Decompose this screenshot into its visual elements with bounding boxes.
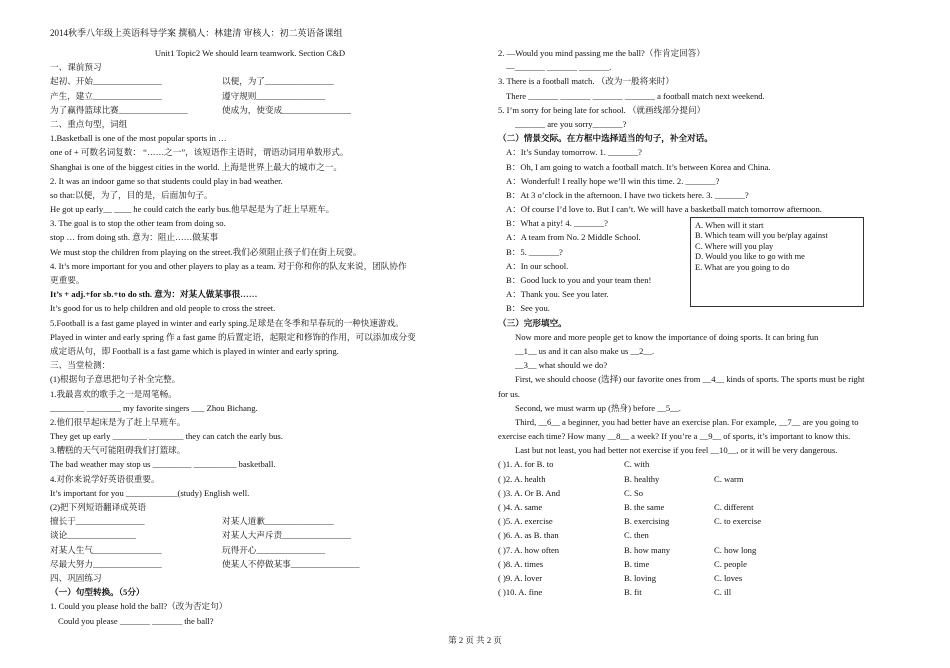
left-line: 二、重点句型，词组	[50, 118, 128, 129]
cloze-option: C. So	[624, 487, 644, 498]
right-line: Now more and more people get to know the importance of doing sports. It can bring fun	[515, 331, 819, 342]
cloze-option: B. how many	[624, 544, 671, 555]
left-line: They get up early ________ ________ they can catch the early bus.	[50, 431, 283, 442]
cloze-option: C. then	[624, 530, 649, 541]
left-line: 四、巩固练习	[50, 572, 102, 583]
phrase-item: 起初、开始________________	[50, 76, 162, 87]
left-line: Played in winter and early spring 作 a fast game 的后置定语，起限定和修饰的作用，可以添加成分变	[50, 331, 416, 342]
left-line: ________ ________ my favorite singers ___ Zhou Bichang.	[50, 402, 258, 413]
cloze-option	[714, 486, 804, 500]
right-line: Last but not least, you had better not exercise if you feel __10__, or it will be very dangerous.	[515, 445, 838, 456]
cloze-option: ( )3. A. Or B. And	[498, 487, 561, 498]
right-line: B：At 3 o’clock in the afternoon. I have two tickets here. 3. _______?	[506, 189, 749, 200]
dialog-option: C. Where will you play	[695, 241, 774, 251]
cloze-option: C. people	[714, 558, 747, 569]
left-line	[50, 528, 450, 542]
cloze-option: ( )9. A. lover	[498, 572, 543, 583]
left-line: so that:以便，为了，目的是，后面加句子。	[50, 189, 213, 200]
cloze-option: B. fit	[624, 587, 642, 598]
right-line: A：Of course I’d love to. But I can’t. We will have a basketball match tomorrow afternoon.	[506, 204, 822, 215]
right-line: Second, we must warm up (热身) before __5__.	[515, 402, 681, 413]
cloze-option-row	[498, 528, 894, 542]
left-line: 1.Basketball is one of the most popular sports in …	[50, 133, 227, 144]
cloze-option: B. loving	[624, 572, 656, 583]
right-line: A：A team from No. 2 Middle School.	[506, 232, 641, 243]
cloze-option-row	[498, 571, 894, 585]
right-line: （二）情景交际。在方框中选择适当的句子，补全对话。	[498, 133, 713, 144]
left-line: stop … from doing sth. 意为：阻止……做某事	[50, 232, 219, 243]
cloze-option: C. loves	[714, 572, 743, 583]
left-line: 4. It’s more important for you and other players to play as a team. 对于你和你的队友来说，团队协作	[50, 260, 407, 271]
phrase-item: 为了赢得篮球比赛________________	[50, 104, 188, 115]
cloze-option	[714, 528, 804, 542]
left-line: 2. It was an indoor game so that students could play in bad weather.	[50, 175, 283, 186]
cloze-option: C. to exercise	[714, 516, 762, 527]
right-line: （三）完形填空。	[498, 317, 567, 328]
left-line: We must stop the children from playing on the street.我们必须阻止孩子们在街上玩耍。	[50, 246, 362, 257]
phrase-item: 对某人大声斥责________________	[222, 530, 351, 541]
left-line: 2.他们很早起床是为了赶上早班车。	[50, 416, 186, 427]
cloze-option: B. time	[624, 558, 650, 569]
cloze-option-row	[498, 585, 894, 599]
cloze-option	[714, 457, 804, 471]
right-line: __3__ what should we do?	[515, 360, 608, 371]
right-line: B：Oh, I am going to watch a football match. It’s between Korea and China.	[506, 161, 771, 172]
right-line: B：Good luck to you and your team then!	[506, 275, 652, 285]
phrase-item: 使成为，使变成________________	[222, 104, 351, 115]
right-line: __1__ us and it can also make us __2__.	[515, 345, 655, 356]
left-line	[50, 557, 450, 571]
cloze-option-row	[498, 472, 894, 486]
phrase-item: 以便，为了________________	[222, 76, 334, 87]
left-line: 一、课前预习	[50, 62, 102, 73]
phrase-item: 产生，建立________________	[50, 90, 162, 101]
left-line: （一）句型转换。（5分）	[50, 587, 145, 598]
right-line: A：Wonderful! I really hope we’ll win this time. 2. _______?	[506, 175, 720, 186]
left-line: Could you please _______ _______ the ball?	[58, 615, 214, 626]
left-line: 3. The goal is to stop the other team from doing so.	[50, 218, 226, 229]
phrase-item: 擅长于________________	[50, 516, 145, 527]
cloze-option: ( )2. A. health	[498, 473, 546, 484]
cloze-option: ( )6. A. as B. than	[498, 530, 559, 541]
phrase-item: 对某人道歉________________	[222, 516, 334, 527]
right-line: 3. There is a football match. （改为一般将来时）	[498, 76, 674, 87]
phrase-item: 尽最大努力________________	[50, 558, 162, 569]
dialog-option: E. What are you going to do	[695, 262, 790, 272]
page-footer: 第 2 页 共 2 页	[448, 635, 502, 645]
dialog-option: A. When will it start	[695, 221, 764, 230]
left-line: 成定语从句，即 Football is a fast game which is played in winter and early spring.	[50, 345, 339, 356]
phrase-item: 玩得开心________________	[222, 544, 326, 555]
cloze-option: B. the same	[624, 502, 665, 512]
right-line: B：See you.	[506, 303, 550, 314]
right-line: —_______ _______ _______.	[506, 62, 612, 73]
left-line: It’s + adj.+for sb.+to do sth. 意为：对某人做某事很……	[50, 289, 258, 300]
left-column	[50, 46, 450, 628]
phrase-item: 遵守规则________________	[222, 90, 326, 101]
left-line: It’s important for you ____________(study) English well.	[50, 487, 250, 498]
right-line: B：What a pity! 4. _______?	[506, 218, 608, 229]
phrase-item: 对某人生气________________	[50, 544, 162, 555]
right-line: Third, __6__ a beginner, you had better have an exercise plan. For example, __7__ are you going to	[515, 416, 859, 427]
right-line: First, we should choose (选择) our favorite ones from __4__ kinds of sports. The sports must be right	[515, 374, 865, 385]
dialog-options-box	[690, 217, 864, 307]
cloze-option-row	[498, 557, 894, 571]
cloze-option: B. exercising	[624, 516, 670, 527]
left-line: The bad weather may stop us _________ __________ basketball.	[50, 459, 276, 470]
cloze-option-row	[498, 514, 894, 528]
left-line: 5.Football is a fast game played in winter and early sping.足球是在冬季和早春玩的一种快速游戏。	[50, 317, 404, 328]
cloze-option-row	[498, 486, 894, 500]
left-line	[50, 543, 450, 557]
cloze-option: ( )10. A. fine	[498, 587, 543, 598]
right-line: A：In our school.	[506, 260, 569, 271]
left-line: (1)根据句子意思把句子补全完整。	[50, 374, 181, 385]
right-line: for us.	[498, 388, 520, 399]
cloze-option-row	[498, 457, 894, 471]
right-line: 5. I’m sorry for being late for school. （就画线部分提问）	[498, 104, 706, 115]
right-line: 2. —Would you mind passing me the ball?（作肯定回答）	[498, 48, 705, 58]
cloze-option: ( )4. A. same	[498, 502, 543, 512]
left-line: Shanghai is one of the biggest cities in the world. 上海是世界上最大的城市之一。	[50, 161, 342, 172]
left-line: 三、当堂检测：	[50, 360, 111, 371]
left-line: 1. Could you please hold the ball?（改为否定句）	[50, 601, 228, 612]
right-line: exercise each time? How many __8__ a week? If you’re a __9__ of sports, it’s important to know this.	[498, 431, 851, 442]
cloze-option: B. healthy	[624, 473, 660, 484]
left-line: 3.糟糕的天气可能阻碍我们打篮球。	[50, 445, 186, 456]
left-line	[50, 89, 450, 103]
left-line	[50, 514, 450, 528]
cloze-option: C. how long	[714, 544, 757, 555]
cloze-option-row	[498, 500, 894, 514]
left-line: 更重要。	[50, 275, 85, 285]
cloze-option: C. ill	[714, 587, 732, 598]
cloze-option: ( )5. A. exercise	[498, 516, 553, 527]
cloze-option: ( )7. A. how often	[498, 544, 560, 555]
phrase-item: 谈论________________	[50, 530, 136, 541]
page-header: 2014秋季八年级上英语科导学案 撰稿人：林建清 审核人：初二英语备课组	[50, 28, 343, 38]
left-line: 4.对你来说学好英语很重要。	[50, 473, 160, 484]
dialog-option: B. Which team will you be/play against	[695, 231, 828, 241]
right-line: A：It’s Sunday tomorrow. 1. _______?	[506, 147, 642, 158]
left-line	[50, 103, 450, 117]
right-line: B：5. _______?	[506, 246, 563, 257]
cloze-option: C. warm	[714, 473, 744, 484]
left-line: Unit1 Topic2 We should learn teamwork. Section C&D	[154, 48, 346, 58]
left-line: It’s good for us to help children and old people to cross the street.	[50, 303, 276, 314]
cloze-option: ( )8. A. times	[498, 558, 544, 569]
cloze-option: ( )1. A. for B. to	[498, 459, 554, 470]
right-column	[498, 46, 894, 599]
right-line: A：Thank you. See you later.	[506, 289, 609, 300]
left-line: He got up early__ ____ he could catch the early bus.他早起是为了赶上早班车。	[50, 204, 335, 215]
phrase-item: 使某人不停做某事________________	[222, 558, 360, 569]
dialog-option: D. Would you like to go with me	[695, 252, 805, 262]
left-line: 1.我最喜欢的歌手之一是周笔畅。	[50, 388, 177, 399]
left-line: (2)把下列短语翻译成英语	[50, 502, 146, 512]
left-line: one of + 可数名词复数： “……之一”，该短语作主语时，谓语动词用单数形式。	[50, 147, 349, 158]
cloze-option: C. different	[714, 502, 754, 512]
right-line: _______ are you sorry_______?	[515, 118, 627, 129]
cloze-option: C. with	[624, 459, 650, 470]
right-line: There _______ _______ _______ _______ a football match next weekend.	[506, 90, 765, 101]
left-line	[50, 74, 450, 88]
cloze-option-row	[498, 543, 894, 557]
